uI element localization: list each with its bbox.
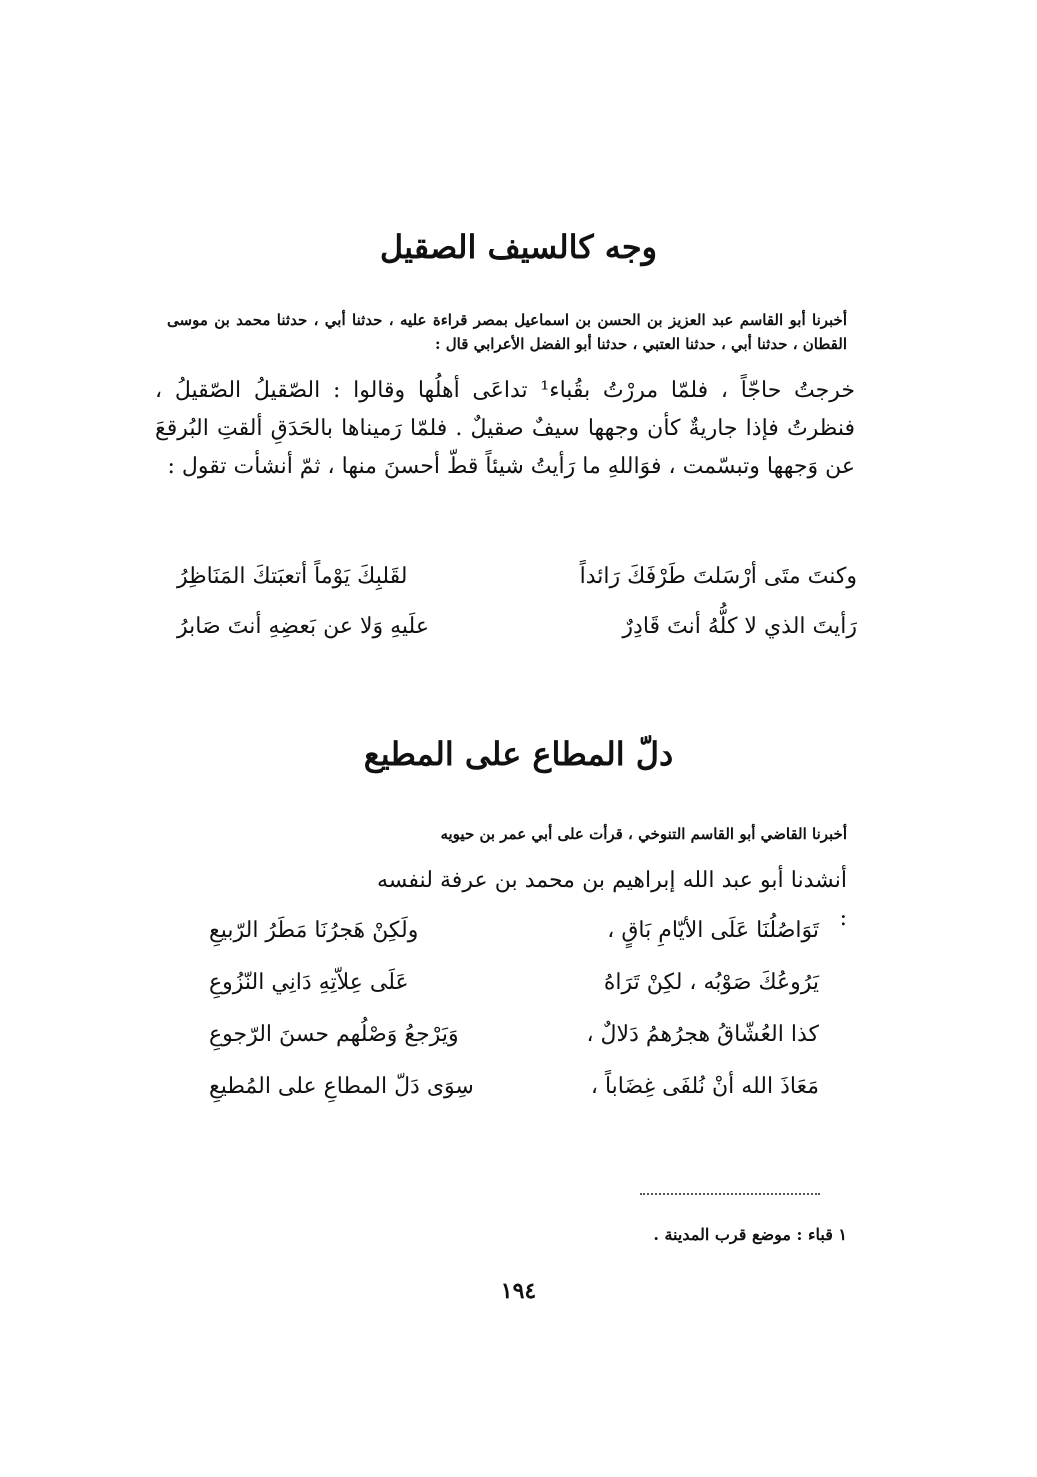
isnad-1: أخبرنا أبو القاسم عبد العزيز بن الحسن بن اسماعيل بمصر قراءة عليه ، حدثنا أبي ، حدثنا محمد بن موسى القطان ، حدثنا أبي ، حدثنا العتبي ، حدثنا أبو الفضل الأعرابي قال :: [167, 311, 847, 353]
verse-line: [209, 970, 819, 1014]
verse-hemistich-first: رَأيتَ الذي لا كلُّهُ أنتَ قَادِرٌ: [622, 614, 857, 639]
prose-2: أنشدنا أبو عبد الله إبراهيم بن محمد بن عرفة لنفسه :: [377, 868, 847, 931]
footnote-separator: [640, 1193, 820, 1195]
verse-line: [209, 1022, 819, 1066]
verse-hemistich-second: ولَكِنْ هَجرُنَا مَطَرُ الرّبيعِ: [209, 918, 419, 943]
footnote: ١ قباء : موضع قرب المدينة .: [653, 1225, 847, 1244]
verse-line: [209, 918, 819, 962]
prose-1: خرجتُ حاجّاً ، فلمّا مررْتُ بقُباء¹ تداعَى أهلُها وقالوا : الصّقيلُ الصّقيلُ ، فنظرتُ فإذا جاريةٌ كأن وجهها سيفٌ صقيلٌ . فلمّا رَميناها بالحَدَقِ ألقتِ البُرقعَ عن وَجهها وتبسّمت ، فوَاللهِ ما رَأيتُ شيئاً قطّ أحسنَ منها ، ثمّ أنشأت تقول :: [155, 378, 855, 479]
verse-hemistich-first: مَعَاذَ الله أنْ نُلفَى غِضَاباً ،: [590, 1074, 819, 1099]
verse-line: [209, 1074, 819, 1118]
verse-hemistich-first: كذا العُشّاقُ هجرُهمُ دَلالٌ ،: [586, 1022, 819, 1047]
verse-hemistich-second: سِوَى دَلّ المطاعِ على المُطيعِ: [209, 1074, 474, 1099]
section-title-2: دلّ المطاع على المطيع: [363, 735, 674, 773]
section-title-1: وجه كالسيف الصقيل: [379, 228, 658, 266]
page-number: ١٩٤: [500, 1278, 537, 1304]
isnad-2: أخبرنا القاضي أبو القاسم التنوخي ، قرأت على أبي عمر بن حيويه: [440, 825, 847, 843]
verse-hemistich-second: وَيَرْجعُ وَصْلُهم حسنَ الرّجوعِ: [209, 1022, 459, 1047]
verse-line: [177, 614, 857, 658]
verse-hemistich-first: تَوَاصُلُنَا عَلَى الأيّامِ بَاقٍ ،: [607, 918, 819, 943]
verse-hemistich-second: لقَلبِكَ يَوْماً أتعبَتكَ المَنَاظِرُ: [177, 564, 408, 589]
verse-hemistich-first: يَرُوعُكَ صَوْبُه ، لكِنْ تَرَاهُ: [603, 970, 819, 995]
verse-line: [177, 564, 857, 608]
verse-hemistich-second: علَيهِ وَلا عن بَعضِهِ أنتَ صَابرُ: [177, 614, 429, 639]
verse-hemistich-first: وكنتَ متَى أرْسَلتَ طَرْفَكَ رَائداً: [579, 564, 857, 589]
verse-hemistich-second: عَلَى عِلاّتِهِ دَانِي النّزُوعِ: [209, 970, 409, 995]
